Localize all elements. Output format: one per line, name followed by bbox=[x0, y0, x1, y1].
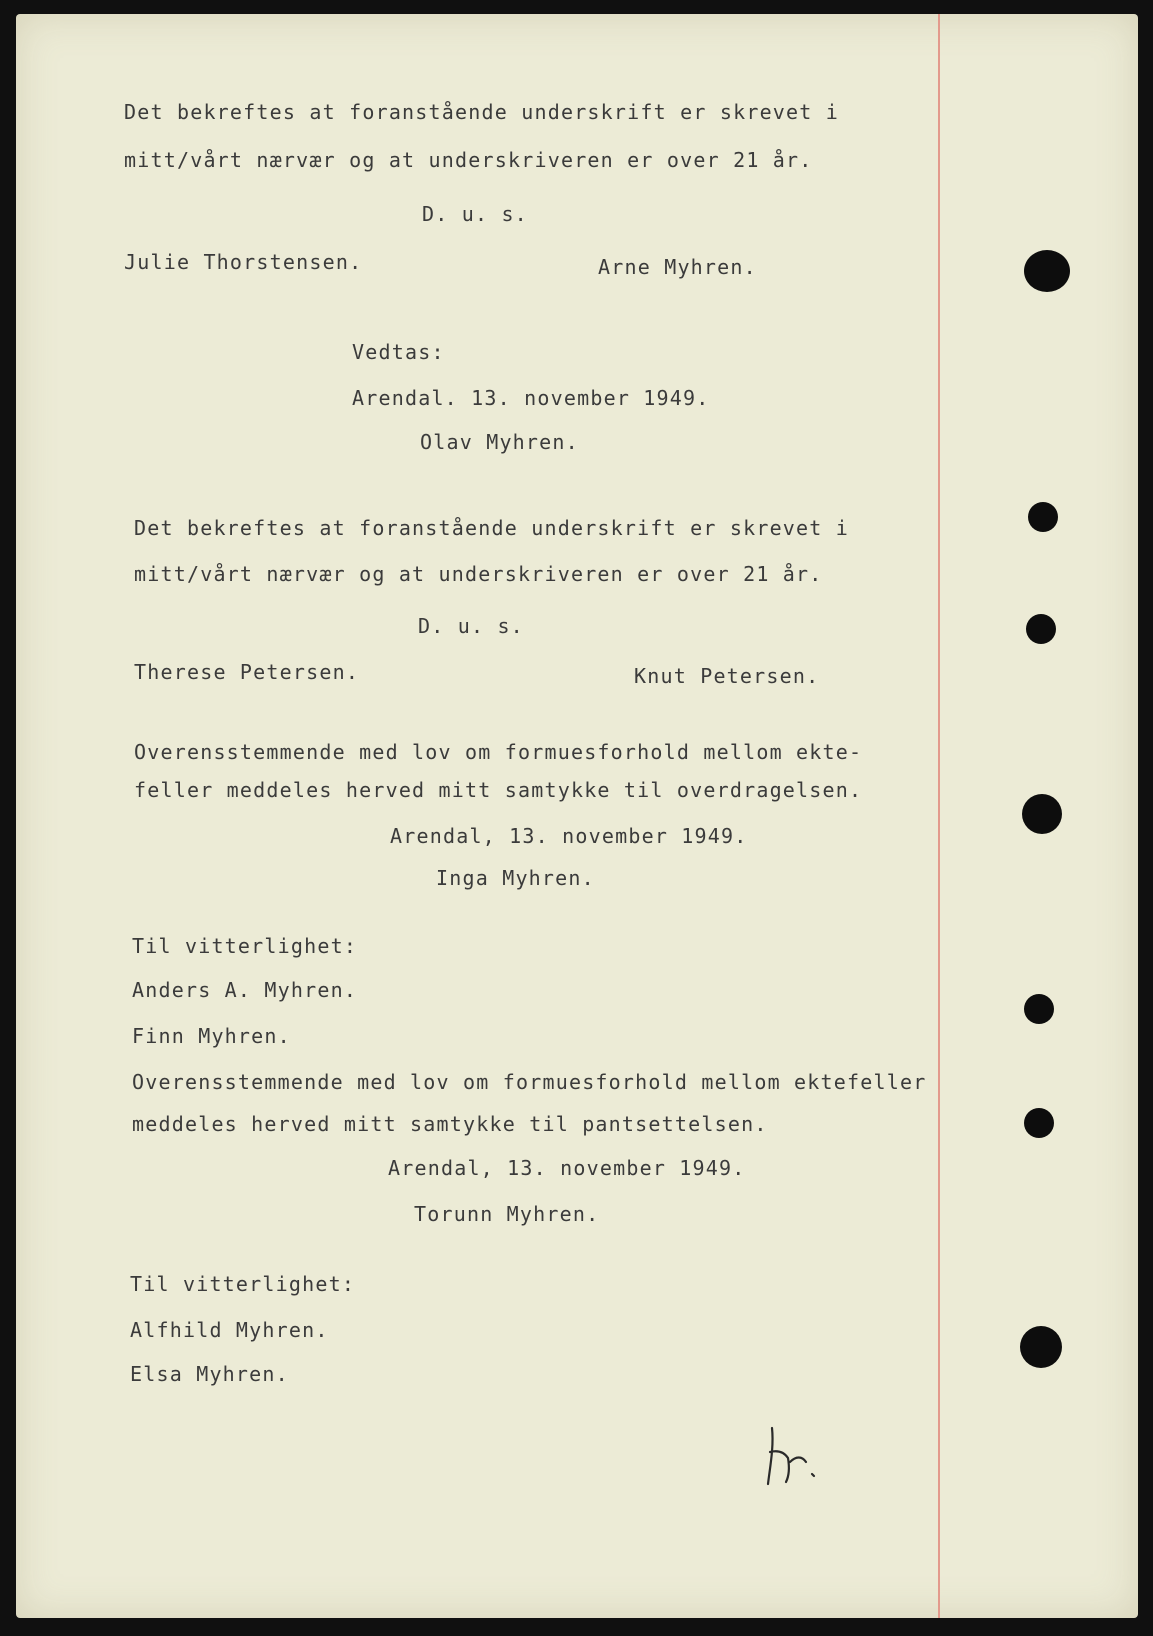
punch-hole bbox=[1024, 250, 1070, 292]
text-line: Arendal, 13. november 1949. bbox=[390, 824, 748, 848]
text-line: feller meddeles herved mitt samtykke til overdragelsen. bbox=[134, 778, 863, 802]
text-line: Det bekreftes at foranstående underskrift er skrevet i bbox=[134, 516, 850, 540]
punch-hole bbox=[1028, 502, 1058, 532]
text-line: Elsa Myhren. bbox=[130, 1362, 289, 1386]
text-line: Arendal. 13. november 1949. bbox=[352, 386, 710, 410]
document-page bbox=[16, 14, 1138, 1618]
text-line: D. u. s. bbox=[422, 202, 528, 226]
text-line: Torunn Myhren. bbox=[414, 1202, 600, 1226]
text-line: Julie Thorstensen. bbox=[124, 250, 363, 274]
text-line: Til vitterlighet: bbox=[130, 1272, 356, 1296]
text-line: Inga Myhren. bbox=[436, 866, 595, 890]
text-line: Olav Myhren. bbox=[420, 430, 579, 454]
punch-hole bbox=[1024, 1108, 1054, 1138]
text-line: Therese Petersen. bbox=[134, 660, 360, 684]
text-line: D. u. s. bbox=[418, 614, 524, 638]
text-line: Finn Myhren. bbox=[132, 1024, 291, 1048]
text-line: Overensstemmende med lov om formuesforhold mellom ektefeller bbox=[132, 1070, 927, 1094]
punch-hole bbox=[1022, 794, 1062, 834]
text-line: Det bekreftes at foranstående underskrift er skrevet i bbox=[124, 100, 840, 124]
punch-hole bbox=[1024, 994, 1054, 1024]
punch-hole bbox=[1020, 1326, 1062, 1368]
text-line: mitt/vårt nærvær og at underskriveren er over 21 år. bbox=[124, 148, 813, 172]
text-line: Til vitterlighet: bbox=[132, 934, 358, 958]
red-margin-line bbox=[938, 14, 940, 1618]
text-line: mitt/vårt nærvær og at underskriveren er over 21 år. bbox=[134, 562, 823, 586]
text-line: Knut Petersen. bbox=[634, 664, 820, 688]
text-line: Overensstemmende med lov om formuesforhold mellom ekte- bbox=[134, 740, 863, 764]
text-line: meddeles herved mitt samtykke til pantsettelsen. bbox=[132, 1112, 768, 1136]
text-line: Alfhild Myhren. bbox=[130, 1318, 329, 1342]
text-line: Arne Myhren. bbox=[598, 255, 757, 279]
text-line: Vedtas: bbox=[352, 340, 445, 364]
handwritten-initials bbox=[764, 1422, 844, 1492]
text-line: Arendal, 13. november 1949. bbox=[388, 1156, 746, 1180]
text-line: Anders A. Myhren. bbox=[132, 978, 358, 1002]
punch-hole bbox=[1026, 614, 1056, 644]
